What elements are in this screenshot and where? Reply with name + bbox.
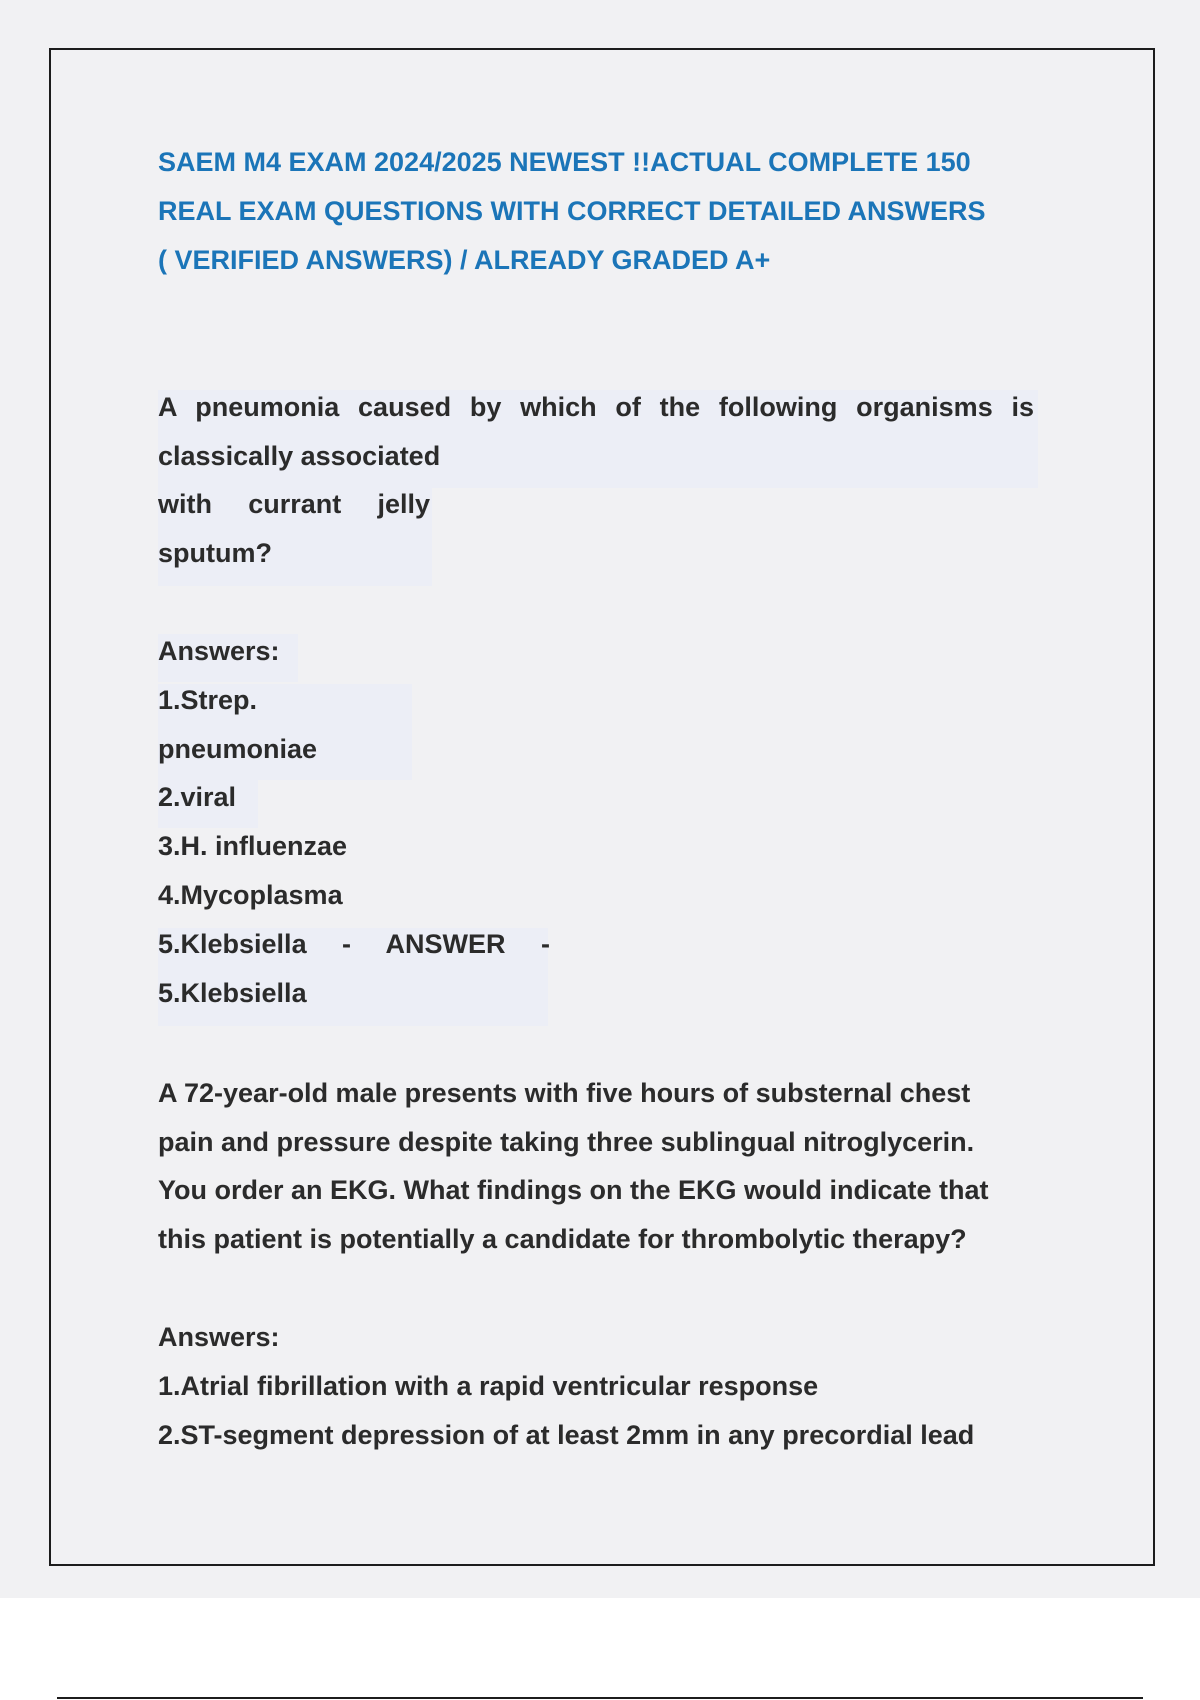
question-line: pain and pressure despite taking three sublingual nitroglycerin. bbox=[158, 1126, 975, 1157]
question-line: A pneumonia caused by which of the following organisms is bbox=[158, 392, 1034, 422]
question-line: this patient is potentially a candidate for thrombolytic therapy? bbox=[158, 1223, 967, 1254]
question-line: You order an EKG. What findings on the EKG would indicate that bbox=[158, 1175, 989, 1205]
title-line: SAEM M4 EXAM 2024/2025 NEWEST !!ACTUAL COMPLETE 150 bbox=[158, 147, 971, 177]
answers-label: Answers: bbox=[158, 636, 280, 666]
document-title bbox=[158, 138, 1038, 285]
answer-option: 1.Strep. bbox=[158, 684, 258, 715]
answer-option: 1.Atrial fibrillation with a rapid ventricular response bbox=[158, 1370, 819, 1401]
question-2-answers bbox=[158, 1313, 974, 1459]
answer-option: 3.H. influenzae bbox=[158, 831, 348, 862]
title-line: ( VERIFIED ANSWERS) / ALREADY GRADED A+ bbox=[158, 245, 771, 275]
answer-option: 2.viral bbox=[158, 782, 237, 813]
answer-option: 2.ST-segment depression of at least 2mm in any precordial lead bbox=[158, 1419, 975, 1450]
answers-label: Answers: bbox=[158, 1322, 280, 1352]
question-line: classically associated bbox=[158, 440, 441, 471]
title-line: REAL EXAM QUESTIONS WITH CORRECT DETAILED ANSWERS bbox=[158, 196, 986, 226]
answer-option: pneumoniae bbox=[158, 733, 318, 764]
question-2-text bbox=[158, 1069, 1038, 1263]
answer-option: 5.Klebsiella - ANSWER - bbox=[158, 928, 550, 959]
question-line: with currant jelly bbox=[158, 489, 430, 519]
footer-divider bbox=[57, 1697, 1143, 1699]
question-1-text bbox=[158, 383, 1034, 577]
question-line: A 72-year-old male presents with five hours of substernal chest bbox=[158, 1078, 971, 1108]
answer-option: 4.Mycoplasma bbox=[158, 879, 343, 910]
question-1-answers bbox=[158, 627, 550, 1017]
question-line: sputum? bbox=[158, 537, 272, 568]
correct-answer: 5.Klebsiella bbox=[158, 977, 307, 1008]
